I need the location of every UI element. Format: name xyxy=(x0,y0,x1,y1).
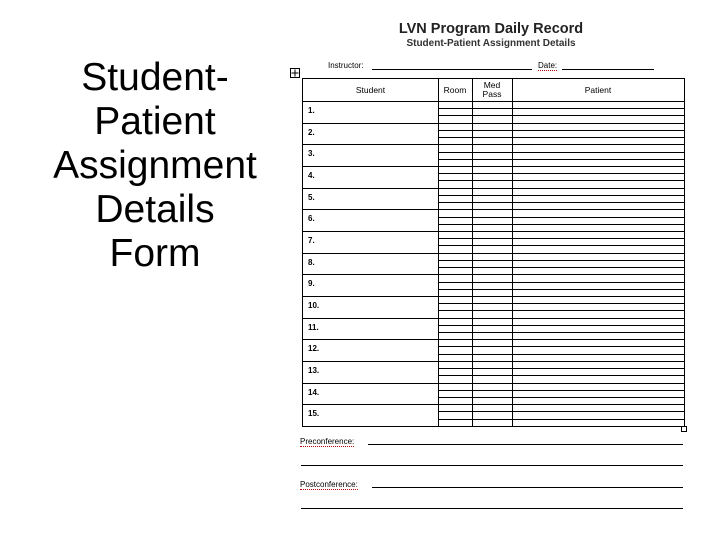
postconference-label: Postconference: xyxy=(300,480,358,489)
date-label: Date: xyxy=(538,61,558,70)
sub-row-divider xyxy=(438,282,684,283)
header-divider xyxy=(303,101,684,102)
table-move-handle-icon[interactable] xyxy=(290,68,300,78)
sub-row-divider xyxy=(438,260,684,261)
slide-title-line: Assignment xyxy=(53,144,257,187)
row-number: 7. xyxy=(308,235,315,245)
row-number: 6. xyxy=(308,214,315,224)
slide-title-line: Patient xyxy=(94,100,216,143)
row-number: 12. xyxy=(308,344,320,354)
instructor-label: Instructor: xyxy=(328,61,364,70)
row-divider xyxy=(303,231,684,232)
row-number: 2. xyxy=(308,127,315,137)
row-divider xyxy=(303,166,684,167)
slide-title-line: Student- xyxy=(81,56,229,99)
sub-row-divider xyxy=(438,245,684,246)
sub-row-divider xyxy=(438,354,684,355)
sub-row-divider xyxy=(438,224,684,225)
assignment-table xyxy=(302,78,685,427)
sub-row-divider xyxy=(438,390,684,391)
sub-row-divider xyxy=(438,152,684,153)
row-divider xyxy=(303,123,684,124)
table-resize-handle[interactable] xyxy=(681,426,687,432)
column-header: Room xyxy=(443,84,467,95)
form-subtitle: Student-Patient Assignment Details xyxy=(406,38,576,49)
sub-row-divider xyxy=(438,346,684,347)
row-number: 4. xyxy=(308,170,315,180)
date-field[interactable] xyxy=(562,69,654,70)
column-header: Med Pass xyxy=(482,80,502,99)
sub-row-divider xyxy=(438,217,684,218)
sub-row-divider xyxy=(438,310,684,311)
preconference-label: Preconference: xyxy=(300,437,355,446)
sub-row-divider xyxy=(438,173,684,174)
preconference-line[interactable] xyxy=(368,444,683,445)
instructor-field[interactable] xyxy=(372,69,532,70)
row-number: 5. xyxy=(308,192,315,202)
row-divider xyxy=(303,296,684,297)
sub-row-divider xyxy=(438,375,684,376)
sub-row-divider xyxy=(438,130,684,131)
sub-row-divider xyxy=(438,202,684,203)
row-number: 14. xyxy=(308,387,320,397)
row-divider xyxy=(303,188,684,189)
row-divider xyxy=(303,253,684,254)
row-number: 10. xyxy=(308,300,320,310)
slide-title xyxy=(30,56,280,276)
sub-row-divider xyxy=(438,411,684,412)
sub-row-divider xyxy=(438,368,684,369)
column-header: Patient xyxy=(584,84,612,95)
sub-row-divider xyxy=(438,238,684,239)
slide-title-line: Details xyxy=(95,188,215,231)
sub-row-divider xyxy=(438,159,684,160)
row-divider xyxy=(303,361,684,362)
row-number: 8. xyxy=(308,257,315,267)
postconference-line[interactable] xyxy=(372,487,683,488)
postconference-line-2[interactable] xyxy=(301,508,683,509)
row-number: 1. xyxy=(308,106,315,115)
sub-row-divider xyxy=(438,325,684,326)
preconference-line-2[interactable] xyxy=(301,465,683,466)
sub-row-divider xyxy=(438,397,684,398)
column-header: Student xyxy=(355,84,386,95)
sub-row-divider xyxy=(438,115,684,116)
row-divider xyxy=(303,383,684,384)
row-number: 11. xyxy=(308,322,319,332)
sub-row-divider xyxy=(438,289,684,290)
sub-row-divider xyxy=(438,267,684,268)
row-divider xyxy=(303,404,684,405)
row-number: 15. xyxy=(308,409,320,419)
sub-row-divider xyxy=(438,419,684,420)
sub-row-divider xyxy=(438,180,684,181)
sub-row-divider xyxy=(438,303,684,304)
row-divider xyxy=(303,318,684,319)
row-number: 3. xyxy=(308,149,315,159)
row-number: 9. xyxy=(308,279,315,289)
slide-title-line: Form xyxy=(109,232,201,275)
form-title: LVN Program Daily Record xyxy=(398,21,584,37)
sub-row-divider xyxy=(438,137,684,138)
row-divider xyxy=(303,144,684,145)
row-number: 13. xyxy=(308,365,320,375)
row-divider xyxy=(303,339,684,340)
sub-row-divider xyxy=(438,195,684,196)
sub-row-divider xyxy=(438,108,684,109)
row-divider xyxy=(303,274,684,275)
row-divider xyxy=(303,209,684,210)
sub-row-divider xyxy=(438,332,684,333)
